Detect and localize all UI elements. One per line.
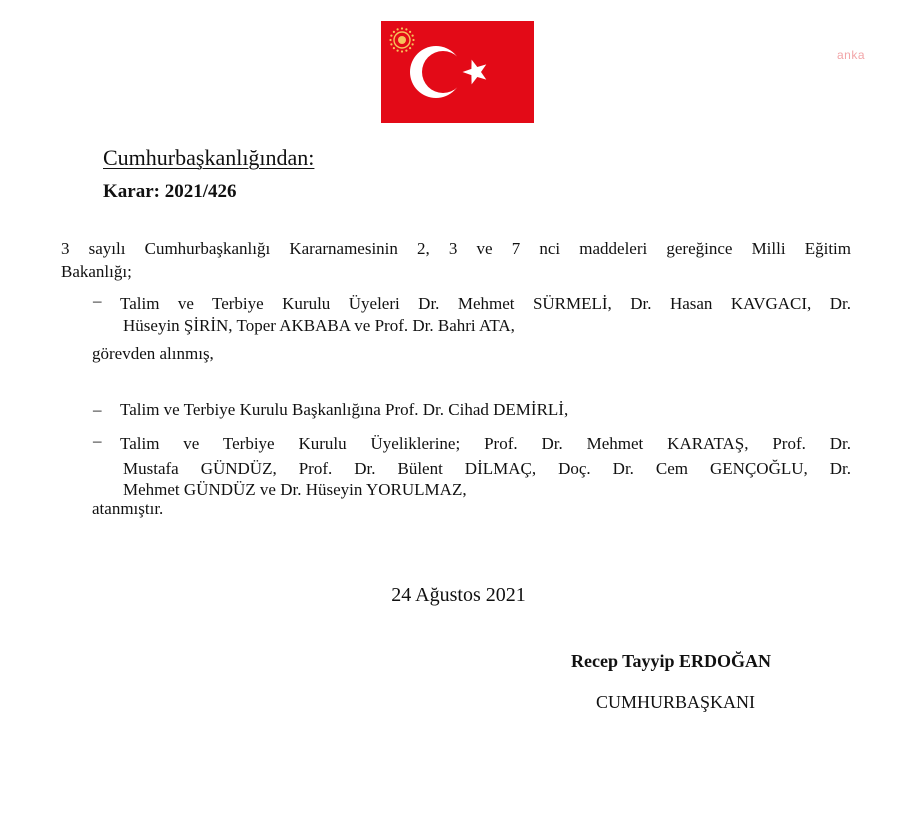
turkish-flag-icon: [381, 21, 534, 123]
signer-title: CUMHURBAŞKANI: [596, 692, 756, 712]
removed-line-1: Talim ve Terbiye Kurulu Üyeleri Dr. Mehmet SÜRMELİ, Dr. Hasan KAVGACI, Dr.: [120, 294, 851, 313]
appointed-members-line-2: Mustafa GÜNDÜZ, Prof. Dr. Bülent DİLMAÇ, Doç. Dr. Cem GENÇOĞLU, Dr.: [123, 459, 851, 478]
appointed-members-line-1: Talim ve Terbiye Kurulu Üyeliklerine; Prof. Dr. Mehmet KARATAŞ, Prof. Dr.: [120, 434, 851, 453]
decree-date: [0, 584, 917, 607]
removed-line-2: Hüseyin ŞİRİN, Toper AKBABA ve Prof. Dr. Bahri ATA,: [123, 316, 515, 335]
dash-bullet: –: [93, 400, 102, 419]
watermark: anka: [836, 48, 865, 62]
dash-bullet: –: [93, 431, 102, 450]
decree-date-text: 24 Ağustos 2021: [391, 584, 526, 606]
appointed-members-line-3: Mehmet GÜNDÜZ ve Dr. Hüseyin YORULMAZ,: [123, 480, 467, 499]
dash-bullet: –: [93, 291, 102, 310]
appointed-closing: atanmıştır.: [92, 499, 164, 518]
signer-name: Recep Tayyip ERDOĞAN: [571, 651, 772, 671]
intro-line-2: Bakanlığı;: [61, 262, 132, 281]
issuer-heading: Cumhurbaşkanlığından:: [103, 145, 315, 170]
presidential-seal-icon: [381, 21, 534, 123]
appointed-chair: Talim ve Terbiye Kurulu Başkanlığına Prof. Dr. Cihad DEMİRLİ,: [120, 400, 569, 419]
removed-closing: görevden alınmış,: [92, 344, 214, 363]
intro-line-1: 3 sayılı Cumhurbaşkanlığı Kararnamesinin 2, 3 ve 7 nci maddeleri gereğince Milli Eğitim: [61, 239, 851, 258]
decree-number: Karar: 2021/426: [103, 181, 237, 202]
